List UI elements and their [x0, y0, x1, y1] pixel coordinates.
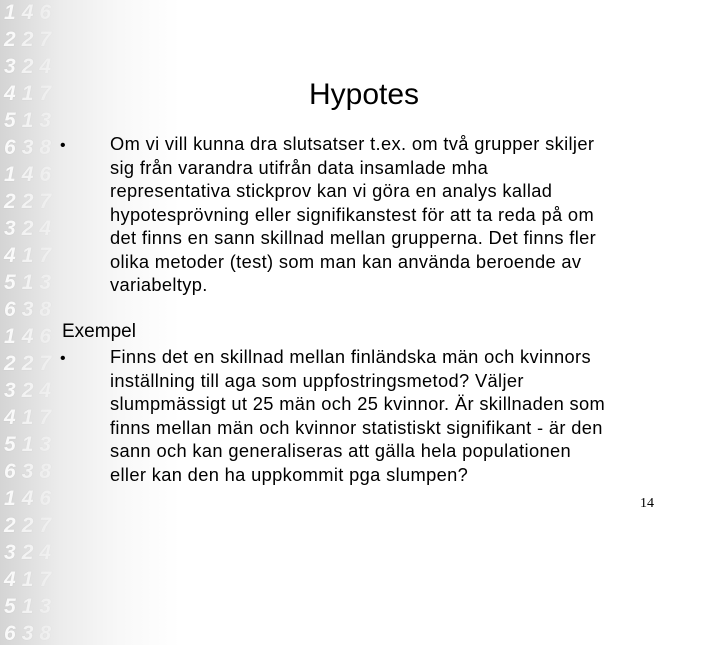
decorative-digit-row: [4, 596, 51, 617]
example-paragraph: Finns det en skillnad mellan finländska män och kvinnors inställning till aga som uppfostringsmetod? Väljer slumpmässigt ut 25 män och 25 kvinnor. Är skillnaden som finns mellan män och kvinnor statistiskt signifikant - är den sann och kan generaliseras att gälla hela populationen eller kan den ha uppkommit pga slumpen?: [110, 346, 606, 485]
decorative-digit: 4: [21, 487, 34, 510]
decorative-digit: 2: [21, 28, 34, 51]
decorative-digit-row: [4, 380, 51, 401]
decorative-digit: 7: [39, 568, 52, 591]
decorative-digit-row: [4, 353, 51, 374]
decorative-digit: 6: [4, 622, 16, 645]
decorative-digit: 6: [39, 325, 52, 348]
decorative-digit: 8: [39, 622, 52, 645]
decorative-digit: 7: [39, 352, 52, 375]
decorative-digit-row: [4, 164, 51, 185]
decorative-digit: 7: [39, 244, 52, 267]
decorative-digit: 3: [4, 217, 16, 240]
decorative-digit-row: [4, 29, 51, 50]
decorative-digit: 3: [39, 109, 52, 132]
decorative-digit: 8: [39, 298, 52, 321]
example-heading: Exempel: [62, 321, 136, 342]
decorative-digit: 2: [21, 190, 34, 213]
decorative-digit: 3: [4, 55, 16, 78]
decorative-digit-row: [4, 191, 51, 212]
decorative-digit: 6: [39, 487, 52, 510]
decorative-digit: 2: [4, 514, 16, 537]
decorative-digit: 5: [4, 109, 16, 132]
decorative-digit: 8: [39, 136, 52, 159]
slide-title: Hypotes: [308, 78, 420, 111]
decorative-digit: 4: [39, 541, 52, 564]
decorative-digit: 5: [4, 433, 16, 456]
decorative-digit: 2: [21, 541, 34, 564]
decorative-digit-row: [4, 407, 51, 428]
decorative-digit: 1: [21, 406, 34, 429]
decorative-digit: 4: [4, 406, 16, 429]
decorative-digit: 2: [21, 352, 34, 375]
decorative-digit: 3: [39, 271, 52, 294]
decorative-digit: 1: [4, 487, 16, 510]
decorative-digit-row: [4, 326, 51, 347]
decorative-digit: 1: [21, 244, 34, 267]
decorative-digit-row: [4, 434, 51, 455]
decorative-digit-row: [4, 488, 51, 509]
decorative-digit: 2: [21, 217, 34, 240]
decorative-digit: 1: [21, 595, 34, 618]
decorative-digit: 2: [4, 190, 16, 213]
decorative-digit-row: [4, 542, 51, 563]
decorative-digit: 2: [4, 352, 16, 375]
decorative-digit-row: [4, 515, 51, 536]
decorative-digit: 3: [21, 460, 34, 483]
decorative-digit: 6: [39, 163, 52, 186]
decorative-digit: 1: [21, 109, 34, 132]
decorative-digit: 5: [4, 271, 16, 294]
decorative-digit: 3: [4, 379, 16, 402]
decorative-digit: 1: [4, 163, 16, 186]
decorative-digit: 4: [21, 1, 34, 24]
decorative-digit: 4: [4, 568, 16, 591]
decorative-digit: 1: [21, 433, 34, 456]
decorative-digit: 7: [39, 190, 52, 213]
example-bullet-marker: •: [60, 350, 66, 367]
decorative-digit: 3: [39, 595, 52, 618]
decorative-digit: 4: [39, 217, 52, 240]
decorative-digit: 1: [4, 325, 16, 348]
page-number: 14: [640, 496, 654, 511]
decorative-digit: 3: [4, 541, 16, 564]
decorative-digit: 4: [39, 379, 52, 402]
intro-paragraph: Om vi vill kunna dra slutsatser t.ex. om två grupper skiljer sig från varandra utifrån data insamlade mha representativa stickprov kan vi göra en analys kallad hypotesprövning eller signifikanstest för att ta reda på om det finns en sann skillnad mellan grupperna. Det finns fler olika metoder (test) som man kan använda beroende av variabeltyp.: [110, 133, 597, 295]
decorative-digit: 7: [39, 514, 52, 537]
decorative-digit-row: [4, 110, 51, 131]
decorative-digit: 3: [39, 433, 52, 456]
decorative-digit: 6: [4, 298, 16, 321]
decorative-digit: 1: [21, 568, 34, 591]
decorative-digit-row: [4, 56, 51, 77]
decorative-digit-row: [4, 569, 51, 590]
decorative-digit-row: [4, 2, 51, 23]
bullet-marker: •: [60, 137, 66, 154]
decorative-digit-row: [4, 137, 51, 158]
decorative-digit: 7: [39, 406, 52, 429]
decorative-digit: 6: [39, 1, 52, 24]
decorative-digit: 3: [21, 622, 34, 645]
decorative-digit: 2: [4, 28, 16, 51]
decorative-digit: 4: [39, 55, 52, 78]
decorative-digit-row: [4, 299, 51, 320]
decorative-digit: 6: [4, 460, 16, 483]
decorative-digit-row: [4, 245, 51, 266]
decorative-digit-row: [4, 272, 51, 293]
decorative-digit: 5: [4, 595, 16, 618]
decorative-digit: 3: [21, 298, 34, 321]
decorative-digit: 1: [21, 82, 34, 105]
decorative-digit-row: [4, 218, 51, 239]
decorative-digit: 8: [39, 460, 52, 483]
decorative-digit: 2: [21, 379, 34, 402]
decorative-digit: 2: [21, 55, 34, 78]
decorative-digit: 4: [21, 163, 34, 186]
decorative-digit: 3: [21, 136, 34, 159]
decorative-digit: 6: [4, 136, 16, 159]
decorative-digit: 1: [21, 271, 34, 294]
decorative-digit-row: [4, 461, 51, 482]
decorative-digit: 7: [39, 28, 52, 51]
decorative-digit: 1: [4, 1, 16, 24]
decorative-digit: 4: [21, 325, 34, 348]
decorative-digit: 7: [39, 82, 52, 105]
decorative-digit: 2: [21, 514, 34, 537]
decorative-digit: 4: [4, 82, 16, 105]
decorative-digit-row: [4, 623, 51, 644]
decorative-digit: 4: [4, 244, 16, 267]
